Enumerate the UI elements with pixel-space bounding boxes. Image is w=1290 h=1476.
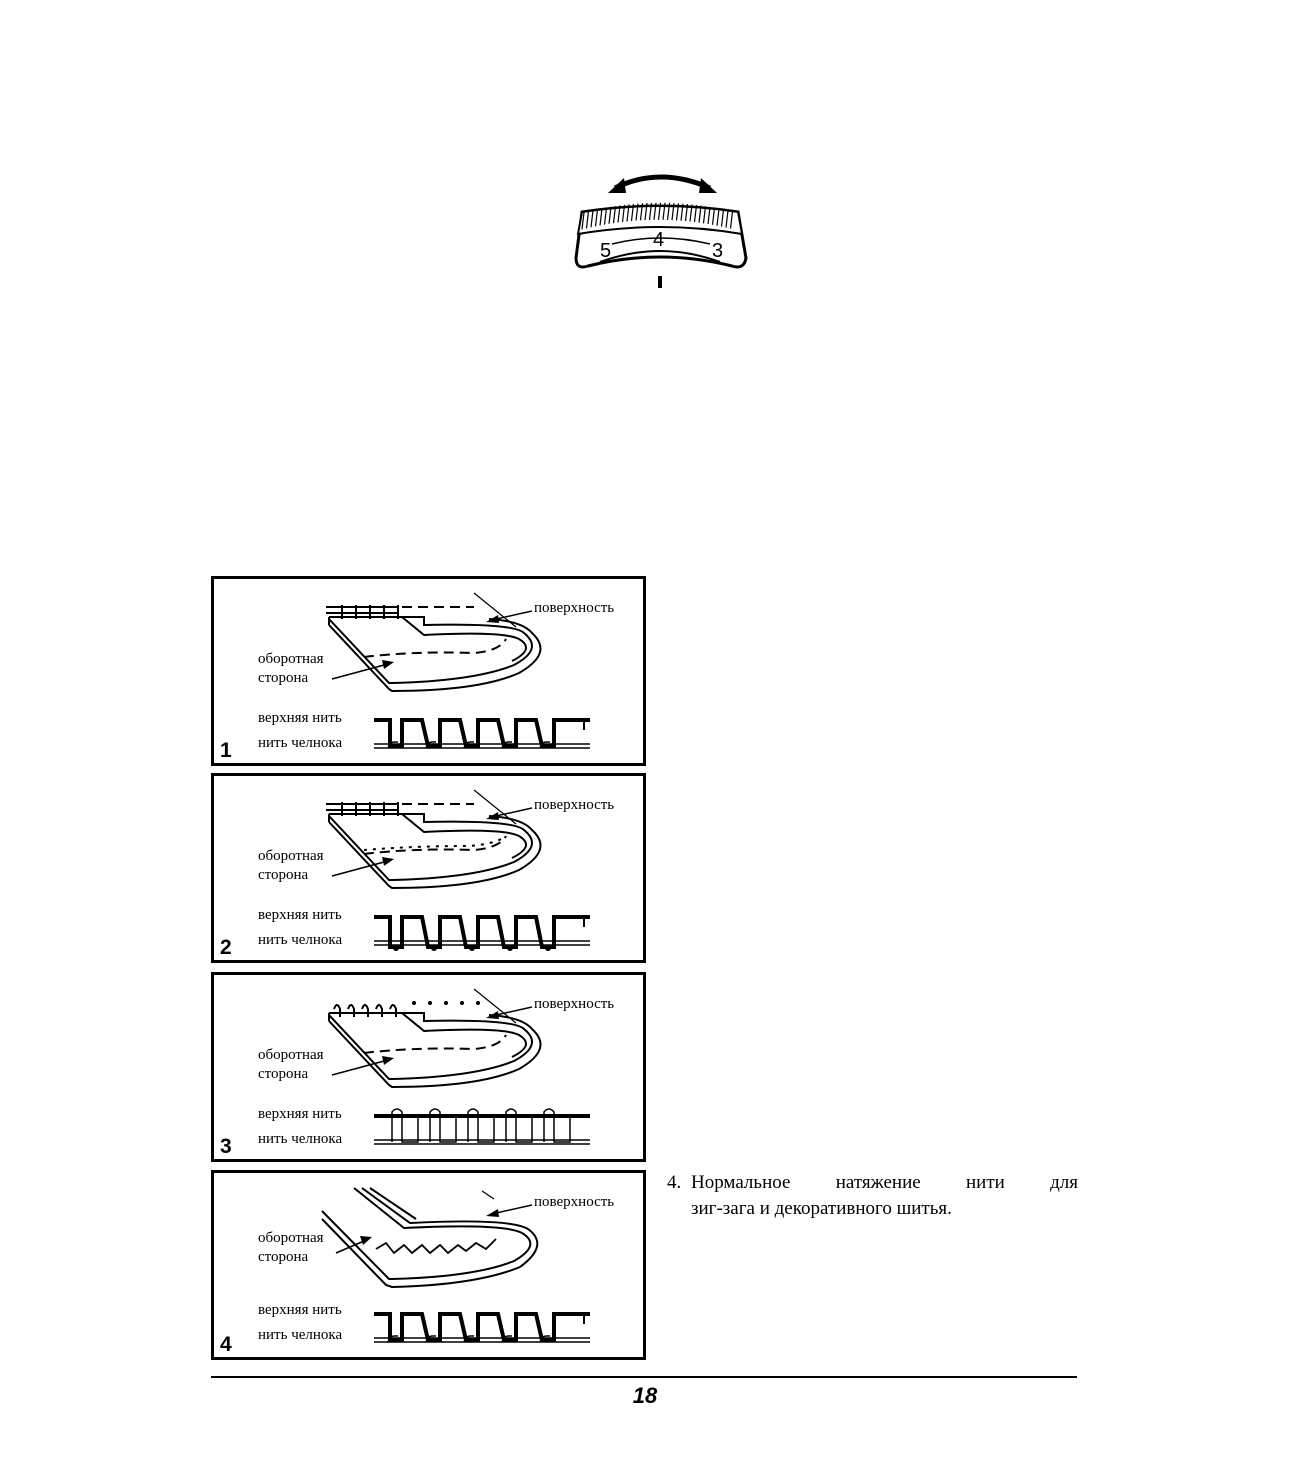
tension-dial-illustration — [560, 160, 760, 300]
page-number: 18 — [632, 1383, 658, 1408]
caption-line-1: Нормальное натяжение нити для — [691, 1172, 1078, 1193]
caption-number: 4. — [667, 1172, 682, 1193]
label-bobbin-thread: нить челнока — [258, 1131, 343, 1147]
label-reverse-line2: сторона — [258, 670, 309, 686]
label-bobbin-thread: нить челнока — [258, 735, 343, 751]
tension-dial-drawing — [560, 160, 760, 300]
label-reverse-line1: оборотная — [258, 848, 324, 864]
label-bobbin-thread: нить челнока — [258, 932, 343, 948]
label-top-thread: верхняя нить — [258, 1106, 342, 1122]
label-reverse-line1: оборотная — [258, 1047, 324, 1063]
dial-number-4: 4 — [653, 229, 665, 251]
label-top-thread: верхняя нить — [258, 710, 342, 726]
tension-panel-4 — [211, 1170, 646, 1360]
panel-number: 4 — [220, 1333, 232, 1356]
label-top-thread: верхняя нить — [258, 1302, 342, 1318]
label-reverse-line2: сторона — [258, 1249, 309, 1265]
dial-number-5: 5 — [600, 240, 612, 262]
rotate-arrow-icon — [615, 177, 710, 188]
label-top-thread: верхняя нить — [258, 907, 342, 923]
tension-panel-2 — [211, 773, 646, 963]
tension-panel-3 — [211, 972, 646, 1162]
tension-panel-1 — [211, 576, 646, 766]
label-surface: поверхность — [534, 797, 615, 813]
label-bobbin-thread: нить челнока — [258, 1327, 343, 1343]
footer-rule — [211, 1376, 1077, 1378]
label-reverse-line2: сторона — [258, 1066, 309, 1082]
label-surface: поверхность — [534, 1194, 615, 1210]
panel-number: 2 — [220, 936, 232, 959]
label-surface: поверхность — [534, 600, 615, 616]
label-reverse-line1: оборотная — [258, 651, 324, 667]
caption-line-2: зиг-зага и декоративного шитья. — [691, 1198, 952, 1219]
panel-number: 1 — [220, 739, 232, 762]
label-reverse-line1: оборотная — [258, 1230, 324, 1246]
label-surface: поверхность — [534, 996, 615, 1012]
indicator-mark — [658, 276, 662, 288]
label-reverse-line2: сторона — [258, 867, 309, 883]
dial-number-3: 3 — [712, 240, 724, 262]
panel-number: 3 — [220, 1135, 232, 1158]
